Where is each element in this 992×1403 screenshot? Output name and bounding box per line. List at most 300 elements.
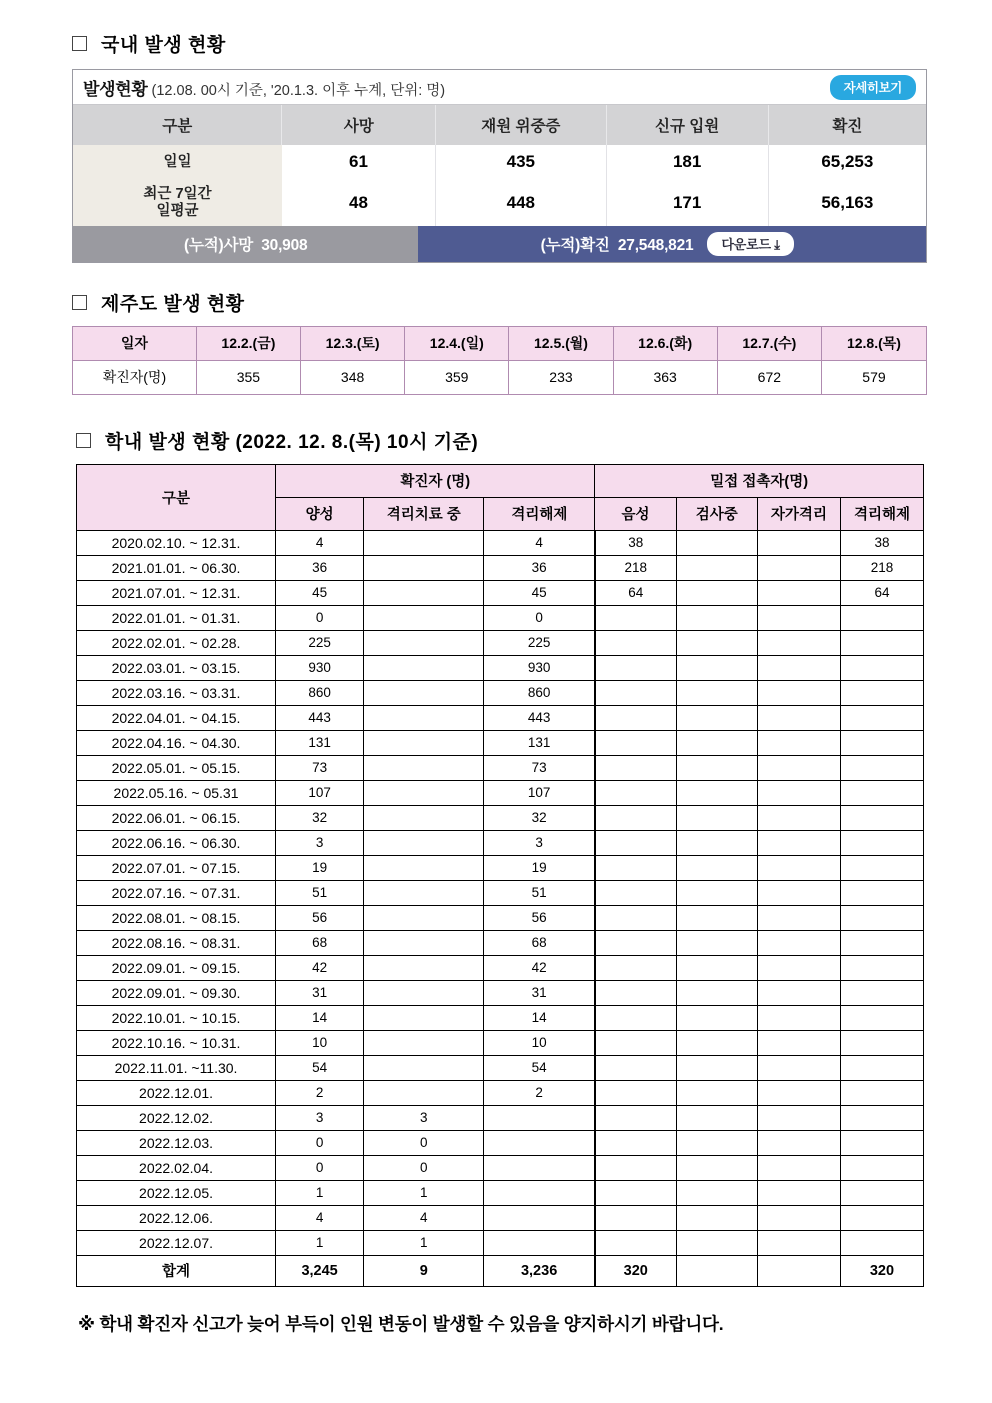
school-row-label: 2021.07.01. ~ 12.31. — [77, 581, 276, 606]
school-cell-negative — [595, 1081, 676, 1106]
national-weekly-critical: 448 — [436, 179, 607, 226]
school-cell-negative — [595, 781, 676, 806]
school-cell-in-treatment — [364, 1081, 484, 1106]
national-status-card — [72, 69, 927, 263]
school-row-label: 2022.02.01. ~ 02.28. — [77, 631, 276, 656]
school-cell-positive: 56 — [276, 906, 364, 931]
school-cell-released: 860 — [484, 681, 595, 706]
school-cell-testing — [676, 731, 757, 756]
school-row-label: 2022.11.01. ~11.30. — [77, 1056, 276, 1081]
table-row — [77, 956, 924, 981]
table-row — [77, 756, 924, 781]
school-row-label: 2022.01.01. ~ 01.31. — [77, 606, 276, 631]
school-cell-contact-released: 64 — [840, 581, 923, 606]
school-sub-negative: 음성 — [595, 498, 676, 531]
school-cell-testing — [676, 1156, 757, 1181]
school-cell-testing — [676, 1006, 757, 1031]
school-cell-contact-released — [840, 681, 923, 706]
school-total-row — [77, 1256, 924, 1287]
school-cell-self-quarantine — [757, 531, 840, 556]
table-row — [77, 1231, 924, 1256]
school-cell-released: 36 — [484, 556, 595, 581]
jeju-col-1203: 12.3.(토) — [301, 327, 405, 361]
national-card-title: 발생현황 — [83, 80, 148, 99]
jeju-row-label: 확진자(명) — [73, 361, 197, 395]
school-cell-released: 56 — [484, 906, 595, 931]
school-cell-self-quarantine — [757, 831, 840, 856]
jeju-value-1202: 355 — [196, 361, 300, 395]
school-cell-negative: 218 — [595, 556, 676, 581]
table-row — [77, 856, 924, 881]
school-cell-positive: 1 — [276, 1231, 364, 1256]
national-col-category: 구분 — [73, 105, 282, 145]
school-cell-negative — [595, 1231, 676, 1256]
school-cell-testing — [676, 556, 757, 581]
school-table-body — [77, 531, 924, 1256]
table-row — [77, 656, 924, 681]
table-row — [77, 881, 924, 906]
school-cell-self-quarantine — [757, 1206, 840, 1231]
jeju-value-1204: 359 — [405, 361, 509, 395]
school-row-label: 2022.12.01. — [77, 1081, 276, 1106]
checkbox-icon — [72, 295, 87, 310]
jeju-col-1205: 12.5.(월) — [509, 327, 613, 361]
detail-view-button[interactable]: 자세히보기 — [830, 75, 916, 100]
school-cell-in-treatment: 0 — [364, 1131, 484, 1156]
school-row-label: 2021.01.01. ~ 06.30. — [77, 556, 276, 581]
table-row — [77, 931, 924, 956]
national-col-death: 사망 — [282, 105, 436, 145]
school-cell-positive: 31 — [276, 981, 364, 1006]
school-cell-in-treatment — [364, 706, 484, 731]
national-daily-critical: 435 — [436, 145, 607, 179]
school-cell-in-treatment — [364, 956, 484, 981]
school-cell-positive: 0 — [276, 1156, 364, 1181]
school-row-label: 2022.08.16. ~ 08.31. — [77, 931, 276, 956]
school-cell-negative — [595, 981, 676, 1006]
school-cell-released: 31 — [484, 981, 595, 1006]
table-row — [77, 731, 924, 756]
table-row — [77, 631, 924, 656]
school-row-label: 2022.07.16. ~ 07.31. — [77, 881, 276, 906]
national-weekly-death: 48 — [282, 179, 436, 226]
school-cell-in-treatment — [364, 831, 484, 856]
school-cell-self-quarantine — [757, 1031, 840, 1056]
school-cell-in-treatment — [364, 906, 484, 931]
school-row-label: 2022.09.01. ~ 09.30. — [77, 981, 276, 1006]
school-cell-released: 45 — [484, 581, 595, 606]
jeju-col-1206: 12.6.(화) — [613, 327, 717, 361]
school-cell-released — [484, 1131, 595, 1156]
section-heading-national — [72, 30, 932, 57]
school-row-label: 2022.05.01. ~ 05.15. — [77, 756, 276, 781]
school-cell-testing — [676, 756, 757, 781]
section-heading-school — [76, 427, 932, 454]
school-cell-self-quarantine — [757, 706, 840, 731]
school-cell-positive: 4 — [276, 531, 364, 556]
national-card-footer — [73, 226, 926, 262]
school-cell-in-treatment — [364, 1056, 484, 1081]
school-cell-negative — [595, 1181, 676, 1206]
table-row — [77, 981, 924, 1006]
school-cell-positive: 0 — [276, 606, 364, 631]
weekly-avg-line1: 최근 7일간 — [143, 186, 212, 202]
school-cell-in-treatment — [364, 806, 484, 831]
school-cell-released — [484, 1106, 595, 1131]
school-cell-testing — [676, 931, 757, 956]
school-cell-contact-released — [840, 1081, 923, 1106]
school-cell-negative — [595, 1156, 676, 1181]
table-row — [77, 1131, 924, 1156]
school-cell-released: 42 — [484, 956, 595, 981]
school-cell-testing — [676, 1031, 757, 1056]
national-col-confirmed: 확진 — [768, 105, 926, 145]
school-cell-testing — [676, 606, 757, 631]
school-cell-positive: 51 — [276, 881, 364, 906]
school-cell-contact-released — [840, 756, 923, 781]
jeju-col-1207: 12.7.(수) — [717, 327, 821, 361]
school-cell-self-quarantine — [757, 1181, 840, 1206]
school-cell-testing — [676, 806, 757, 831]
school-row-label: 2022.09.01. ~ 09.15. — [77, 956, 276, 981]
school-row-label: 2022.06.16. ~ 06.30. — [77, 831, 276, 856]
school-cell-negative — [595, 681, 676, 706]
section-heading-jeju-label: 제주도 발생 현황 — [101, 294, 245, 316]
school-cell-self-quarantine — [757, 631, 840, 656]
school-cell-positive: 19 — [276, 856, 364, 881]
school-cell-in-treatment — [364, 1006, 484, 1031]
school-group-contacts: 밀접 접촉자(명) — [595, 465, 924, 498]
school-cell-testing — [676, 1056, 757, 1081]
school-cell-negative — [595, 881, 676, 906]
school-cell-self-quarantine — [757, 606, 840, 631]
table-row — [77, 1081, 924, 1106]
school-cell-positive: 1 — [276, 1181, 364, 1206]
school-cell-testing — [676, 831, 757, 856]
school-cell-testing — [676, 631, 757, 656]
school-cell-testing — [676, 1181, 757, 1206]
school-cell-negative — [595, 806, 676, 831]
school-cell-in-treatment: 4 — [364, 1206, 484, 1231]
school-cell-self-quarantine — [757, 656, 840, 681]
school-cell-contact-released — [840, 1106, 923, 1131]
school-cell-released: 131 — [484, 731, 595, 756]
table-row — [77, 606, 924, 631]
jeju-value-1206: 363 — [613, 361, 717, 395]
school-cell-released — [484, 1231, 595, 1256]
national-weekly-confirmed: 56,163 — [768, 179, 926, 226]
jeju-col-date-label: 일자 — [73, 327, 197, 361]
school-cell-released — [484, 1156, 595, 1181]
school-cell-negative — [595, 1006, 676, 1031]
school-cell-contact-released — [840, 606, 923, 631]
school-row-label: 2022.04.16. ~ 04.30. — [77, 731, 276, 756]
school-cell-in-treatment — [364, 681, 484, 706]
school-cell-in-treatment — [364, 606, 484, 631]
school-cell-released: 443 — [484, 706, 595, 731]
school-cell-self-quarantine — [757, 931, 840, 956]
school-cell-self-quarantine — [757, 956, 840, 981]
school-cell-in-treatment — [364, 981, 484, 1006]
school-cell-testing — [676, 681, 757, 706]
school-cell-positive: 10 — [276, 1031, 364, 1056]
school-cell-in-treatment — [364, 731, 484, 756]
school-cell-contact-released — [840, 981, 923, 1006]
school-cell-in-treatment — [364, 631, 484, 656]
school-cell-testing — [676, 1081, 757, 1106]
school-cell-in-treatment: 1 — [364, 1231, 484, 1256]
jeju-value-1207: 672 — [717, 361, 821, 395]
school-cell-negative — [595, 1131, 676, 1156]
jeju-col-1202: 12.2.(금) — [196, 327, 300, 361]
school-cell-in-treatment: 1 — [364, 1181, 484, 1206]
school-total-in-treatment: 9 — [364, 1256, 484, 1287]
school-cell-in-treatment — [364, 1031, 484, 1056]
school-cell-positive: 42 — [276, 956, 364, 981]
school-cell-positive: 2 — [276, 1081, 364, 1106]
school-sub-in-treatment: 격리치료 중 — [364, 498, 484, 531]
table-row — [73, 145, 926, 179]
school-row-label: 2022.08.01. ~ 08.15. — [77, 906, 276, 931]
school-total-contact-released: 320 — [840, 1256, 923, 1287]
school-cell-contact-released — [840, 931, 923, 956]
school-sub-testing: 검사중 — [676, 498, 757, 531]
school-row-label: 2022.03.16. ~ 03.31. — [77, 681, 276, 706]
school-cell-testing — [676, 1131, 757, 1156]
school-cell-contact-released — [840, 906, 923, 931]
jeju-col-1208: 12.8.(목) — [821, 327, 926, 361]
school-total-negative: 320 — [595, 1256, 676, 1287]
table-row — [77, 706, 924, 731]
school-total-self-quarantine — [757, 1256, 840, 1287]
school-cell-contact-released: 38 — [840, 531, 923, 556]
school-cell-in-treatment — [364, 556, 484, 581]
school-row-label: 2022.12.07. — [77, 1231, 276, 1256]
school-cell-negative — [595, 706, 676, 731]
school-cell-self-quarantine — [757, 1081, 840, 1106]
school-cell-contact-released — [840, 856, 923, 881]
school-cell-released: 54 — [484, 1056, 595, 1081]
school-cell-negative — [595, 1031, 676, 1056]
school-col-category: 구분 — [77, 465, 276, 531]
school-cell-released: 14 — [484, 1006, 595, 1031]
school-cell-positive: 3 — [276, 831, 364, 856]
national-col-critical: 재원 위중증 — [436, 105, 607, 145]
school-cell-self-quarantine — [757, 1131, 840, 1156]
school-cell-positive: 36 — [276, 556, 364, 581]
school-cell-negative — [595, 756, 676, 781]
footnote: ※ 학내 확진자 신고가 늦어 부득이 인원 변동이 발생할 수 있음을 양지하시기 바랍니다. — [78, 1314, 724, 1335]
school-cell-released: 68 — [484, 931, 595, 956]
school-cell-positive: 3 — [276, 1106, 364, 1131]
school-cell-testing — [676, 1106, 757, 1131]
school-cell-contact-released — [840, 1181, 923, 1206]
school-cell-positive: 930 — [276, 656, 364, 681]
school-cell-negative — [595, 631, 676, 656]
school-cell-in-treatment — [364, 781, 484, 806]
school-cell-self-quarantine — [757, 1231, 840, 1256]
school-sub-contact-released: 격리해제 — [840, 498, 923, 531]
school-row-label: 2022.03.01. ~ 03.15. — [77, 656, 276, 681]
school-cell-in-treatment — [364, 931, 484, 956]
section-heading-jeju — [72, 289, 932, 316]
school-cell-contact-released — [840, 831, 923, 856]
school-cell-self-quarantine — [757, 881, 840, 906]
school-row-label: 2022.12.02. — [77, 1106, 276, 1131]
school-cell-contact-released — [840, 1131, 923, 1156]
cumulative-confirmed-text — [541, 233, 694, 255]
school-total-testing — [676, 1256, 757, 1287]
table-row — [77, 806, 924, 831]
jeju-status-table — [72, 326, 927, 395]
school-cell-negative — [595, 906, 676, 931]
school-sub-self-quarantine: 자가격리 — [757, 498, 840, 531]
school-cell-released — [484, 1181, 595, 1206]
school-cell-negative — [595, 1106, 676, 1131]
school-cell-positive: 131 — [276, 731, 364, 756]
cumulative-confirmed-value: 27,548,821 — [617, 237, 694, 255]
school-cell-testing — [676, 781, 757, 806]
school-cell-positive: 0 — [276, 1131, 364, 1156]
table-row — [77, 556, 924, 581]
table-row — [77, 781, 924, 806]
national-row-label-daily: 일일 — [73, 145, 282, 179]
table-row — [77, 831, 924, 856]
school-total-positive: 3,245 — [276, 1256, 364, 1287]
school-status-table — [76, 464, 924, 1287]
school-cell-self-quarantine — [757, 556, 840, 581]
national-status-table — [73, 105, 926, 226]
national-card-subtitle: (12.08. 00시 기준, '20.1.3. 이후 누계, 단위: 명) — [151, 83, 446, 99]
school-cell-self-quarantine — [757, 856, 840, 881]
school-cell-self-quarantine — [757, 981, 840, 1006]
table-row — [77, 1056, 924, 1081]
school-cell-contact-released — [840, 1231, 923, 1256]
school-cell-in-treatment: 3 — [364, 1106, 484, 1131]
school-cell-released: 10 — [484, 1031, 595, 1056]
school-table-foot — [77, 1256, 924, 1287]
school-cell-negative — [595, 931, 676, 956]
school-cell-contact-released — [840, 806, 923, 831]
school-cell-contact-released — [840, 1056, 923, 1081]
school-row-label: 2022.12.06. — [77, 1206, 276, 1231]
school-cell-in-treatment — [364, 581, 484, 606]
school-cell-positive: 68 — [276, 931, 364, 956]
school-cell-contact-released — [840, 731, 923, 756]
school-cell-released: 930 — [484, 656, 595, 681]
school-cell-negative — [595, 856, 676, 881]
school-cell-self-quarantine — [757, 1006, 840, 1031]
school-total-released: 3,236 — [484, 1256, 595, 1287]
school-cell-positive: 73 — [276, 756, 364, 781]
school-cell-released — [484, 1206, 595, 1231]
school-cell-in-treatment — [364, 756, 484, 781]
jeju-col-1204: 12.4.(일) — [405, 327, 509, 361]
school-sub-positive: 양성 — [276, 498, 364, 531]
school-cell-testing — [676, 1231, 757, 1256]
checkbox-icon — [72, 36, 87, 51]
school-cell-released: 4 — [484, 531, 595, 556]
table-row — [77, 581, 924, 606]
school-cell-negative — [595, 831, 676, 856]
school-cell-in-treatment — [364, 856, 484, 881]
national-daily-death: 61 — [282, 145, 436, 179]
school-cell-positive: 45 — [276, 581, 364, 606]
cumulative-death-label: (누적)사망 — [184, 237, 254, 255]
school-cell-contact-released — [840, 1006, 923, 1031]
school-cell-testing — [676, 956, 757, 981]
school-cell-released: 73 — [484, 756, 595, 781]
table-row — [77, 531, 924, 556]
school-row-label: 2022.10.16. ~ 10.31. — [77, 1031, 276, 1056]
school-cell-testing — [676, 881, 757, 906]
school-cell-contact-released — [840, 1031, 923, 1056]
school-cell-testing — [676, 856, 757, 881]
national-weekly-new-admission: 171 — [606, 179, 768, 226]
school-cell-testing — [676, 1206, 757, 1231]
school-cell-negative — [595, 1056, 676, 1081]
cumulative-death-value: 30,908 — [261, 237, 308, 255]
school-row-label: 2022.06.01. ~ 06.15. — [77, 806, 276, 831]
national-table-header-row — [73, 105, 926, 145]
school-cell-negative: 38 — [595, 531, 676, 556]
school-cell-positive: 4 — [276, 1206, 364, 1231]
school-cell-contact-released — [840, 656, 923, 681]
school-cell-positive: 54 — [276, 1056, 364, 1081]
school-cell-self-quarantine — [757, 756, 840, 781]
cumulative-death-block — [73, 226, 418, 262]
school-row-label: 2022.05.16. ~ 05.31 — [77, 781, 276, 806]
school-cell-released: 32 — [484, 806, 595, 831]
school-cell-in-treatment — [364, 656, 484, 681]
school-cell-contact-released — [840, 781, 923, 806]
school-cell-testing — [676, 906, 757, 931]
table-row — [77, 1031, 924, 1056]
school-cell-released: 0 — [484, 606, 595, 631]
national-card-header — [73, 70, 926, 105]
school-cell-contact-released — [840, 956, 923, 981]
school-cell-self-quarantine — [757, 731, 840, 756]
table-row — [77, 1006, 924, 1031]
school-cell-negative — [595, 956, 676, 981]
school-cell-testing — [676, 531, 757, 556]
school-cell-self-quarantine — [757, 781, 840, 806]
school-row-label: 2022.12.05. — [77, 1181, 276, 1206]
school-cell-contact-released — [840, 881, 923, 906]
school-cell-positive: 443 — [276, 706, 364, 731]
school-cell-released: 107 — [484, 781, 595, 806]
table-row — [77, 681, 924, 706]
school-cell-self-quarantine — [757, 1106, 840, 1131]
school-cell-self-quarantine — [757, 806, 840, 831]
school-cell-negative: 64 — [595, 581, 676, 606]
table-row — [77, 1106, 924, 1131]
national-card-title-wrap — [83, 75, 445, 100]
school-cell-released: 225 — [484, 631, 595, 656]
school-cell-positive: 860 — [276, 681, 364, 706]
jeju-value-1205: 233 — [509, 361, 613, 395]
school-cell-contact-released — [840, 1206, 923, 1231]
school-cell-contact-released — [840, 1156, 923, 1181]
school-cell-negative — [595, 731, 676, 756]
school-cell-released: 51 — [484, 881, 595, 906]
school-header-row-top — [77, 465, 924, 498]
download-button[interactable]: 다운로드 ⤓ — [707, 232, 793, 256]
school-row-label: 2022.10.01. ~ 10.15. — [77, 1006, 276, 1031]
table-row — [77, 1206, 924, 1231]
national-daily-new-admission: 181 — [606, 145, 768, 179]
school-cell-in-treatment — [364, 881, 484, 906]
